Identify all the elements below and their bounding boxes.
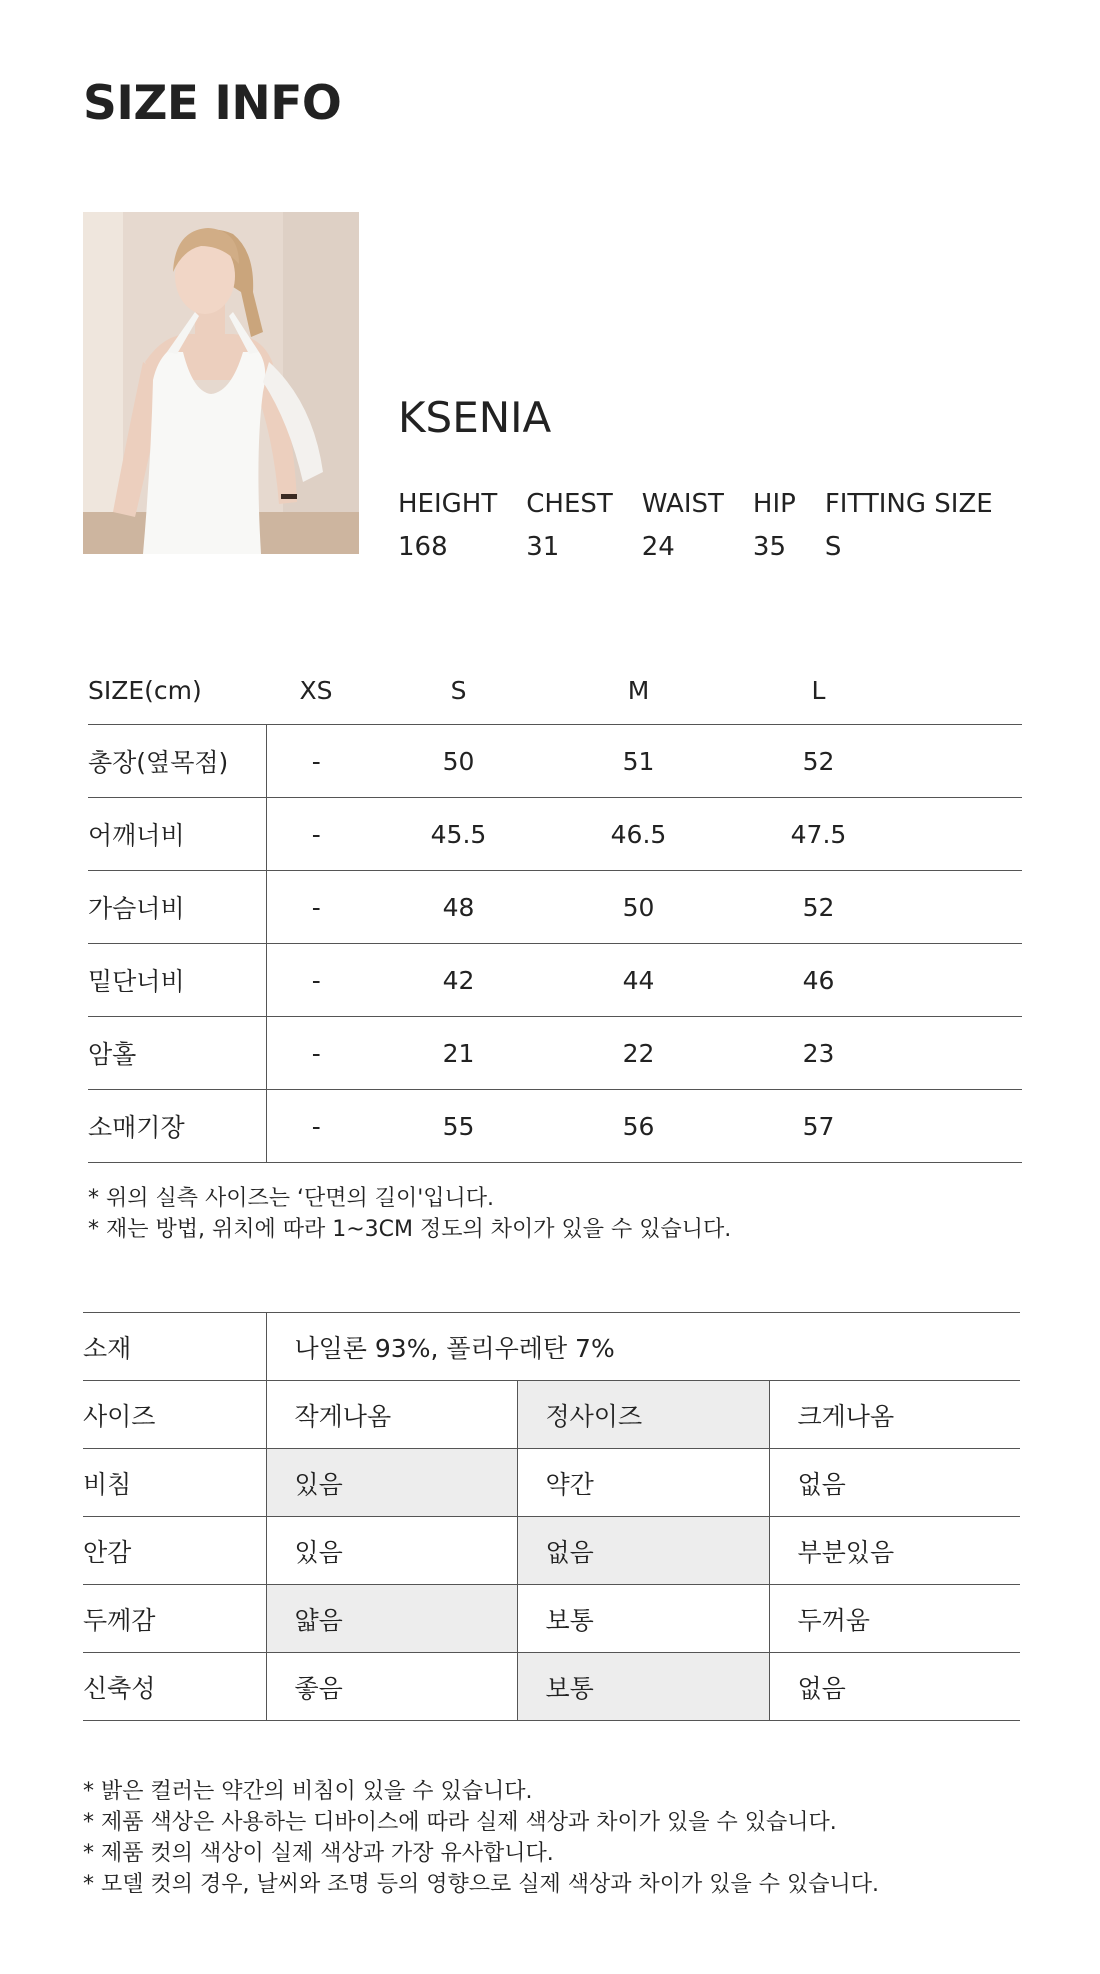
fabric-option-selected: 얇음 (266, 1585, 517, 1653)
color-notes (83, 1776, 879, 1900)
measure-label: 소매기장 (88, 1090, 266, 1163)
size-table-header-spacer (911, 656, 1022, 725)
measure-label: 어깨너비 (88, 798, 266, 871)
size-table-header-size: S (450, 675, 467, 705)
fabric-option: 좋음 (266, 1653, 517, 1721)
measure-value: 22 (551, 1017, 726, 1090)
measure-value: 55 (366, 1090, 551, 1163)
color-note: * 제품 색상은 사용하는 디바이스에 따라 실제 색상과 차이가 있을 수 있습니다. (83, 1810, 837, 1835)
model-photo (83, 212, 359, 554)
fabric-option: 부분있음 (769, 1517, 1020, 1585)
measure-value: 56 (551, 1090, 726, 1163)
measure-value: 42 (366, 944, 551, 1017)
material-value: 나일론 93%, 폴리우레탄 7% (266, 1313, 1020, 1381)
color-note: * 제품 컷의 색상이 실제 색상과 가장 유사합니다. (83, 1841, 554, 1866)
measure-value: 52 (726, 725, 911, 798)
page-title: SIZE INFO (83, 76, 342, 131)
fabric-label: 두께감 (83, 1585, 266, 1653)
fabric-option: 보통 (517, 1585, 769, 1653)
measure-value: 44 (551, 944, 726, 1017)
measure-value: 52 (726, 871, 911, 944)
model-stat-label: FITTING SIZE (824, 488, 993, 519)
model-stat-label: CHEST (526, 488, 613, 519)
size-table-header-label: SIZE(cm) (88, 675, 202, 705)
table-row (88, 1017, 1022, 1090)
model-stats-values (398, 525, 1022, 568)
measure-value: - (266, 944, 366, 1017)
measure-value: - (266, 725, 366, 798)
table-row (88, 944, 1022, 1017)
table-row (83, 1449, 1020, 1517)
measure-value: - (266, 1090, 366, 1163)
model-name: KSENIA (398, 393, 552, 442)
measure-value: 50 (551, 871, 726, 944)
fabric-option: 없음 (769, 1653, 1020, 1721)
measure-value: 47.5 (726, 798, 911, 871)
measure-label: 암홀 (88, 1017, 266, 1090)
fabric-option-selected: 보통 (517, 1653, 769, 1721)
size-note: * 재는 방법, 위치에 따라 1~3CM 정도의 차이가 있을 수 있습니다. (88, 1217, 732, 1242)
size-table (88, 656, 1022, 1163)
fabric-label: 신축성 (83, 1653, 266, 1721)
model-stat-value: S (824, 531, 842, 562)
size-notes (88, 1183, 731, 1245)
size-table-header-size: XS (299, 675, 333, 705)
table-row (83, 1313, 1020, 1381)
size-table-header-size: M (627, 675, 650, 705)
fabric-label: 소재 (83, 1313, 266, 1381)
fabric-option: 작게나옴 (266, 1381, 517, 1449)
table-row (83, 1381, 1020, 1449)
model-stat-label: HEIGHT (398, 488, 498, 519)
measure-label: 밑단너비 (88, 944, 266, 1017)
fabric-option: 있음 (266, 1517, 517, 1585)
measure-value: - (266, 798, 366, 871)
size-table-header (88, 656, 1022, 725)
table-row (83, 1517, 1020, 1585)
measure-value: 57 (726, 1090, 911, 1163)
table-row (88, 1090, 1022, 1163)
fabric-option: 두꺼움 (769, 1585, 1020, 1653)
measure-value: 50 (366, 725, 551, 798)
measure-label: 총장(옆목점) (88, 725, 266, 798)
color-note: * 밝은 컬러는 약간의 비침이 있을 수 있습니다. (83, 1779, 533, 1804)
measure-label: 가슴너비 (88, 871, 266, 944)
measure-value: - (266, 871, 366, 944)
model-stat-value: 31 (526, 531, 560, 562)
fabric-label: 안감 (83, 1517, 266, 1585)
model-stats-labels (398, 482, 1022, 525)
model-stat-value: 35 (752, 531, 786, 562)
fabric-option: 약간 (517, 1449, 769, 1517)
measure-value: 23 (726, 1017, 911, 1090)
table-row (88, 725, 1022, 798)
fabric-label: 사이즈 (83, 1381, 266, 1449)
measure-value: - (266, 1017, 366, 1090)
model-stats (398, 482, 1022, 568)
fabric-option: 크게나옴 (769, 1381, 1020, 1449)
model-stat-label: HIP (752, 488, 796, 519)
fabric-label: 비침 (83, 1449, 266, 1517)
table-row (88, 798, 1022, 871)
fabric-table (83, 1312, 1020, 1721)
measure-value: 21 (366, 1017, 551, 1090)
table-row (88, 871, 1022, 944)
color-note: * 모델 컷의 경우, 날씨와 조명 등의 영향으로 실제 색상과 차이가 있을 수 있습니다. (83, 1872, 879, 1897)
measure-value: 46.5 (551, 798, 726, 871)
fabric-option-selected: 정사이즈 (517, 1381, 769, 1449)
measure-value: 45.5 (366, 798, 551, 871)
fabric-option: 없음 (769, 1449, 1020, 1517)
measure-value: 48 (366, 871, 551, 944)
table-row (83, 1585, 1020, 1653)
size-note: * 위의 실측 사이즈는 ‘단면의 길이'입니다. (88, 1186, 495, 1211)
model-stat-value: 168 (398, 531, 448, 562)
table-row (83, 1653, 1020, 1721)
fabric-option-selected: 없음 (517, 1517, 769, 1585)
model-stat-label: WAIST (641, 488, 724, 519)
measure-value: 46 (726, 944, 911, 1017)
size-table-header-size: L (811, 675, 826, 705)
measure-value: 51 (551, 725, 726, 798)
fabric-option-selected: 있음 (266, 1449, 517, 1517)
model-stat-value: 24 (641, 531, 675, 562)
